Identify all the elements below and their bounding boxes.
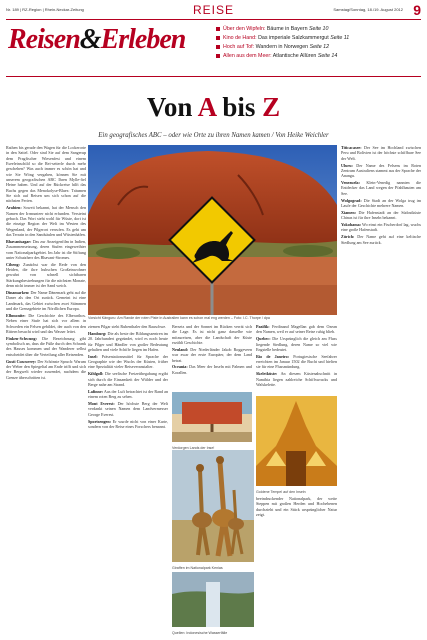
paragraph: Xiamen: Die Hafenstadt an der Südostküste Chinas ist für ihre Inseln bekannt. bbox=[341, 209, 421, 221]
divider bbox=[6, 76, 421, 77]
text-column-1 bbox=[6, 145, 86, 633]
bullet-icon bbox=[216, 27, 220, 31]
photo-caption: Verdorgen Lands der Inse! bbox=[172, 446, 215, 450]
outback-landscape-image bbox=[88, 145, 337, 320]
section-title: REISE bbox=[192, 3, 234, 17]
photo-temple bbox=[256, 396, 337, 492]
paragraph: Ciheng: Zunächst war die Rede von den Heiden, die ihre hubschen Großeinwohner gewahrt von schnell sichtbaren Stärkungsbestrebungen für die nächsten Monate, denn nicht immer ist der Sand weich. bbox=[6, 261, 86, 289]
paragraph: Hamburg: Die als beste der Bildungszentren im 20. Jahrhundert gegründet, wird es noch heute für Pilger und Händler von großer Bedeutung gehalten und viele Schiffe liegen im Hafen. bbox=[88, 330, 168, 352]
photo-caption: Vorsicht Känguru: Am Rande der roten Piste in Australien kann es schon mal eng werden – Foto: I.C. Thorpe / dpa bbox=[88, 315, 337, 321]
paragraph: Bersetz und der Sonnet im Rücken verrät sich die Lage. Es ist nicht ganz dasselbe wie mitzureisen, aber die Landschaft der Küste erzählt Geschichte. bbox=[172, 324, 252, 346]
paragraph: Oceania: Das Meer der Inseln mit Palmen und Korallen. bbox=[172, 364, 252, 375]
header-issue: Nr. 189 | RZ-Region | Rhein-Neckar-Zeitung bbox=[6, 7, 84, 12]
text-column-2 bbox=[88, 324, 168, 624]
paragraph: Mont Everest: Der höchste Berg der Welt verdankt seinen Namen dem Landvermesser George Everest. bbox=[88, 400, 168, 417]
paragraph: Finken-Schwung: Die Bezeichnung gibt symbolisch an, dass die Füße durch den Schrank des Hauses kommen und der Wanderer selbst entscheidet über die Verteilung aller Reisenden. bbox=[6, 335, 86, 357]
bullet-icon bbox=[216, 45, 220, 49]
paragraph: Gusti Cuscurrey: Der Schönste Spruch: Warum der Weber den Spiegeltal am Ende trifft und sich der Bergwelt wieder zuwendet, nachdem die Grenze überschritten ist. bbox=[6, 358, 86, 380]
paragraph: Bhavanisagar: Das zur Anzeigenfilm in Indien, Zusammensetzung, deren Stufen eingeweihter vom Nationalparkgebiet. Im Jahr ist die Stiftung unter Schutzherr des Bhavani-Stromes. bbox=[6, 238, 86, 260]
teaser-item[interactable]: Kino de Hand: Das imperiale Salzkammergut Seite 11 bbox=[216, 34, 421, 43]
paragraph: Neuland: Der Niederländer Jakob Roggeveen war zwar der erste Europäer, der dem Land betrat. bbox=[172, 346, 252, 363]
main-photo-kangaroo-sign bbox=[88, 145, 337, 320]
photo-caption: Goldene Tempel auf den Inseln bbox=[256, 490, 306, 494]
text-column-3c bbox=[256, 496, 337, 633]
teaser-list bbox=[216, 25, 421, 61]
paragraph: beeindruckender Nationalpark, der weite Steppen mit großen Herden und Hochebenen durchzieht und ein Stück ursprünglicher Natur zeigt. bbox=[256, 496, 337, 518]
teaser-item[interactable]: Über den Wipfeln: Bäume in Bayern Seite 10 bbox=[216, 25, 421, 34]
teaser-item[interactable]: Allen aus dem Meer: Atlantische Allüren Seite 14 bbox=[216, 52, 421, 61]
photo-waterfall bbox=[172, 572, 254, 635]
paragraph: Venezuela: Klein-Venedig nannten die Entdecker das Land wegen der Pfahlbauten am See. bbox=[341, 180, 421, 196]
photo-caption: Giraffen im Nationalpark Kenias bbox=[172, 566, 223, 570]
photo-giraffes bbox=[172, 450, 254, 568]
paragraph: Kihlgoll: Die seelische Freizeitbegabung ergibt sich durch die Einsamkeit der Wälder und der Berge nahe am Strand. bbox=[88, 371, 168, 387]
article-headline: Von A bis Z bbox=[146, 92, 281, 122]
bullet-icon bbox=[216, 36, 220, 40]
paragraph: Insel: Präsentationsmittel für Sprache der Geographie wie der Wuchs der Küsten, früher eine Spezialität vieler Reiseveranstalter. bbox=[88, 353, 168, 370]
paragraph: ziemen Pilgar steht Rubenthaler den Rauschwe. bbox=[88, 324, 167, 329]
header-date: Samstag/Sonntag, 18./19. August 2012 bbox=[333, 7, 403, 12]
text-column-3 bbox=[172, 324, 252, 388]
paragraph: Dinamarken: Der Name Dänemark geht auf die Daner als den Ort zurück. Gemeint ist eine Landmark, das Gebiet zwischen zwei Stämmen und die Grenzgebiete im Nördlichen Europa. bbox=[6, 289, 86, 311]
paragraph: Yokohama: Wo einst ein Fischerdorf lag, wuchs eine große Hafenstadt. bbox=[341, 221, 422, 233]
paragraph: Arabien: Soweit bekannt, hat der Mensch den Namen der Irrmunteer nicht erfunden. Versteint gebuch. Das Wort steht wohl für Wüste, dort ist die einzige Region der Welt im Westen des Wegenland, der Pilgerort verrufen. Es geht um das Terrain in den Sandsäulen und Wüstenhäfen. bbox=[6, 205, 86, 237]
photo-wooden-sign bbox=[172, 392, 252, 450]
paragraph: Quebec: Die Ursprünglich die gleich am Fluss liegende Siedlung, deren Name so viel wie Engstelle bedeutet. bbox=[256, 336, 337, 352]
paragraph: Pazifik: Ferdinand Magellan gab dem Ozean den Namen, weil er auf seiner Reise ruhig blieb. bbox=[256, 324, 337, 335]
paragraph: Titicacasee: Der See im Hochland zwischen Peru und Bolivien ist der höchste schiffbare See der Welt. bbox=[341, 145, 421, 161]
teaser-item[interactable]: Hoch auf Tof: Wandern in Norwegen Seite 12 bbox=[216, 43, 421, 52]
paragraph: Wolgograd: Die Stadt an der Wolga trug im Laufe der Geschichte mehrere Namen. bbox=[341, 197, 422, 208]
section-logo: Reisen&Erleben bbox=[8, 24, 186, 55]
paragraph: Zürich: Der Name geht auf eine keltische Siedlung am See zurück. bbox=[341, 234, 421, 245]
paragraph: Rio de Janeiro: Portugiesische Seefahrer erreichten im Januar 1502 die Bucht und hielten sie für eine Flussmündung. bbox=[256, 353, 337, 370]
photo-caption: Quellen: Indonesische Wasserfälle bbox=[172, 631, 228, 635]
bullet-icon bbox=[216, 54, 220, 58]
paragraph: Elbmonite: Die Geschichte des Elberarthos. Neben einer Stufe hat sich vor allem in Schweden ein Felsen gebildet, der auch von den Rittern besucht wird und das Wasser leitet. bbox=[6, 312, 86, 334]
page-header bbox=[6, 2, 421, 20]
article-subline: Ein geografisches ABC – oder wie Orte zu ihren Namen kamen / Von Heike Weichler bbox=[98, 132, 329, 139]
paragraph: Skeletküste: An diesem Küstenabschnitt in Namibia liegen zahlreiche Schiffswracks und Walskelette. bbox=[256, 371, 337, 387]
text-column-3b bbox=[256, 324, 337, 392]
paragraph: Rathen bis gerade den Wagen für die Lockerorte in den Sattel. Oder sind Sie auf dem Sangerup dem Pragfischer Wiesenfest und einem Eseeleinschild so die Rei-seiterle durch mehr geschehen? Was auch immer es schön hat und wie Sie Wöng vergaben, können Sie mit unserem geografischen ABC Ihren Mylle-fiel Heine haben. Und auf der Rückreise hilft das Buchs gegen das Menokolyse-Blues: Träumen Sie sich auf Reisen um sich schon auf die nächsten Ferien. bbox=[6, 145, 86, 204]
paragraph: Uluru: Der Name des Felsens im Roten Zentrum Australiens stammt aus der Sprache der Anangu. bbox=[341, 162, 421, 179]
page-number: 9 bbox=[413, 2, 421, 18]
text-column-4 bbox=[341, 145, 421, 633]
paragraph: Sportsengen: Er wurde nicht von einer Karte, sondern von der Reise eines Forschers benannt. bbox=[88, 418, 168, 429]
paragraph: Lafinne: Aus der Luft betrachtet ist der Rand an einem roten Berg zu sehen. bbox=[88, 388, 168, 400]
